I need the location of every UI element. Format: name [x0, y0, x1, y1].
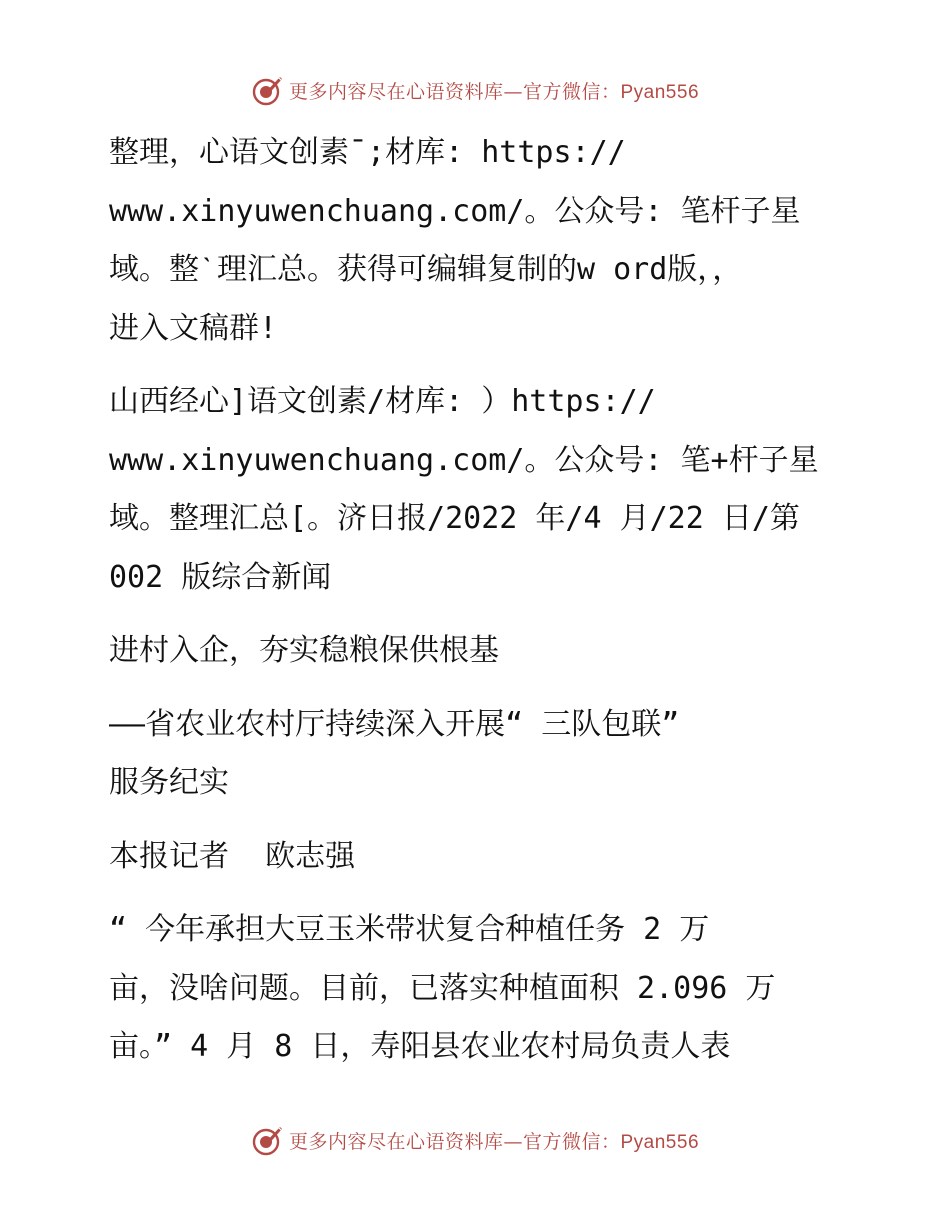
document-body [97, 124, 857, 1077]
article-paragraph: “ 今年承担大豆玉米带状复合种植任务 2 万 亩，没啥问题。目前，已落实种植面积 2.096 万 亩。” 4 月 8 日，寿阳县农业农村局负责人表 [109, 912, 776, 1064]
paragraph-source-note-1: 整理，心语文创素¯;材库: https:// www.xinyuwenchuang.com/。公众号: 笔杆子星 域。整ˋ理汇总。获得可编辑复制的w ord版，， 进入文稿群! [109, 135, 801, 346]
quill-seal-icon [251, 73, 285, 107]
paragraph-source-note-2: 山西经心]语文创素/材库: ）https:// www.xinyuwenchuang.com/。公众号: 笔+杆子星 域。整理汇总[。济日报/2022 年/4 月/22 日/第 002 版综合新闻 [109, 384, 819, 595]
article-subtitle: ——省农业农村厅持续深入开展“ 三队包联” 服务纪实 [109, 706, 680, 800]
wechat-id: Pyan556 [620, 1131, 700, 1153]
article-byline: 本报记者 欧志强 [109, 838, 356, 874]
quill-seal-icon [251, 1123, 285, 1157]
footer-watermark [0, 1120, 950, 1160]
watermark-text: 更多内容尽在心语资料库—官方微信： [288, 80, 621, 103]
wechat-id: Pyan556 [620, 81, 700, 103]
article-title: 进村入企，夯实稳粮保供根基 [109, 633, 499, 668]
watermark-text: 更多内容尽在心语资料库—官方微信： [288, 1130, 621, 1153]
header-watermark [0, 70, 950, 110]
